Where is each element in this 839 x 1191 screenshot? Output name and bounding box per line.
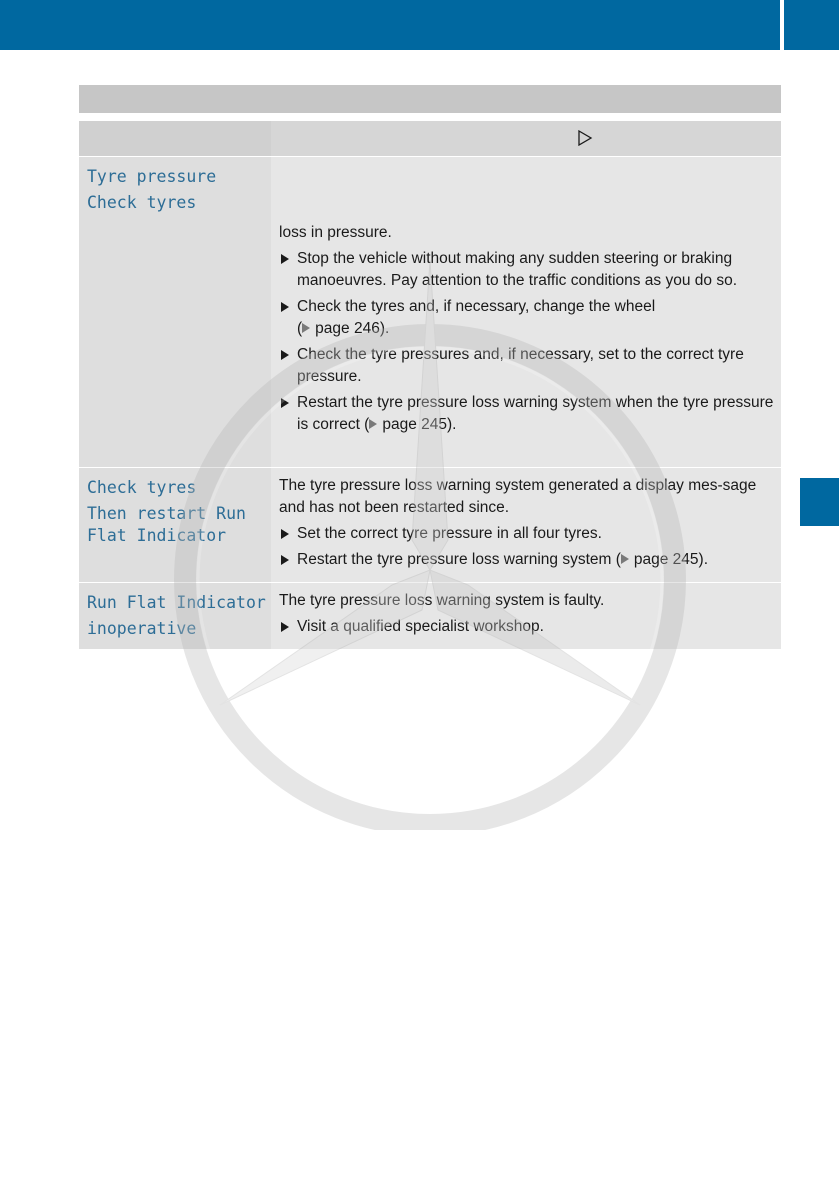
page-reference: page 245). (621, 551, 708, 568)
list-item: Visit a qualified specialist workshop. (279, 616, 775, 638)
list-item: Restart the tyre pressure loss warning system when the tyre pressure is correct ( page 245). (279, 392, 775, 436)
header-cell-info (271, 121, 781, 157)
possible-cause-text: The tyre pressure loss warning system generated a display mes-sage and has not been restarted since. (279, 477, 757, 516)
bullet-triangle-icon (281, 555, 289, 565)
table-row (79, 583, 781, 650)
display-message-line: Tyre pressure (87, 167, 217, 186)
display-message (79, 583, 271, 640)
table-row (79, 468, 781, 583)
display-message-line: Run Flat Indicator (87, 593, 266, 612)
header-cell-message (79, 121, 271, 157)
page-reference: ( page 246). (297, 320, 390, 337)
possible-cause-text: The tyre pressure loss warning system is faulty. (279, 592, 605, 609)
header-bar (0, 0, 780, 50)
display-message-line: inoperative (87, 619, 197, 638)
list-item: Check the tyre pressures and, if necessary, set to the correct tyre pressure. (279, 344, 775, 388)
list-item: Stop the vehicle without making any sudden steering or braking manoeuvres. Pay attention to the traffic conditions as you do so. (279, 248, 775, 292)
table-row (79, 157, 781, 468)
display-message (79, 468, 271, 547)
bullet-triangle-icon (281, 529, 289, 539)
display-messages-table (79, 121, 781, 650)
bullet-triangle-icon (281, 302, 289, 312)
section-heading-bar (79, 85, 781, 113)
display-message-line: Then restart Run Flat Indicator (87, 504, 246, 545)
bullet-triangle-icon (281, 622, 289, 632)
bullet-triangle-icon (281, 350, 289, 360)
possible-cause-text: loss in pressure. (279, 224, 392, 241)
bullet-triangle-icon (281, 398, 289, 408)
triangle-right-outline-icon (577, 130, 593, 146)
list-item: Set the correct tyre pressure in all four tyres. (279, 523, 775, 545)
table-header-row (79, 121, 781, 157)
page-reference: page 245). (369, 416, 456, 433)
page-ref-arrow-icon (302, 323, 310, 333)
display-message-line: Check tyres (87, 193, 197, 212)
chapter-tab (800, 478, 839, 526)
list-item: Check the tyres and, if necessary, change the wheel ( page 246). (279, 296, 775, 340)
header-bar-corner (784, 0, 839, 50)
display-message-line: Check tyres (87, 478, 197, 497)
display-message (79, 157, 271, 214)
list-item: Restart the tyre pressure loss warning system ( page 245). (279, 549, 775, 571)
page-ref-arrow-icon (621, 554, 629, 564)
page-ref-arrow-icon (369, 419, 377, 429)
bullet-triangle-icon (281, 254, 289, 264)
